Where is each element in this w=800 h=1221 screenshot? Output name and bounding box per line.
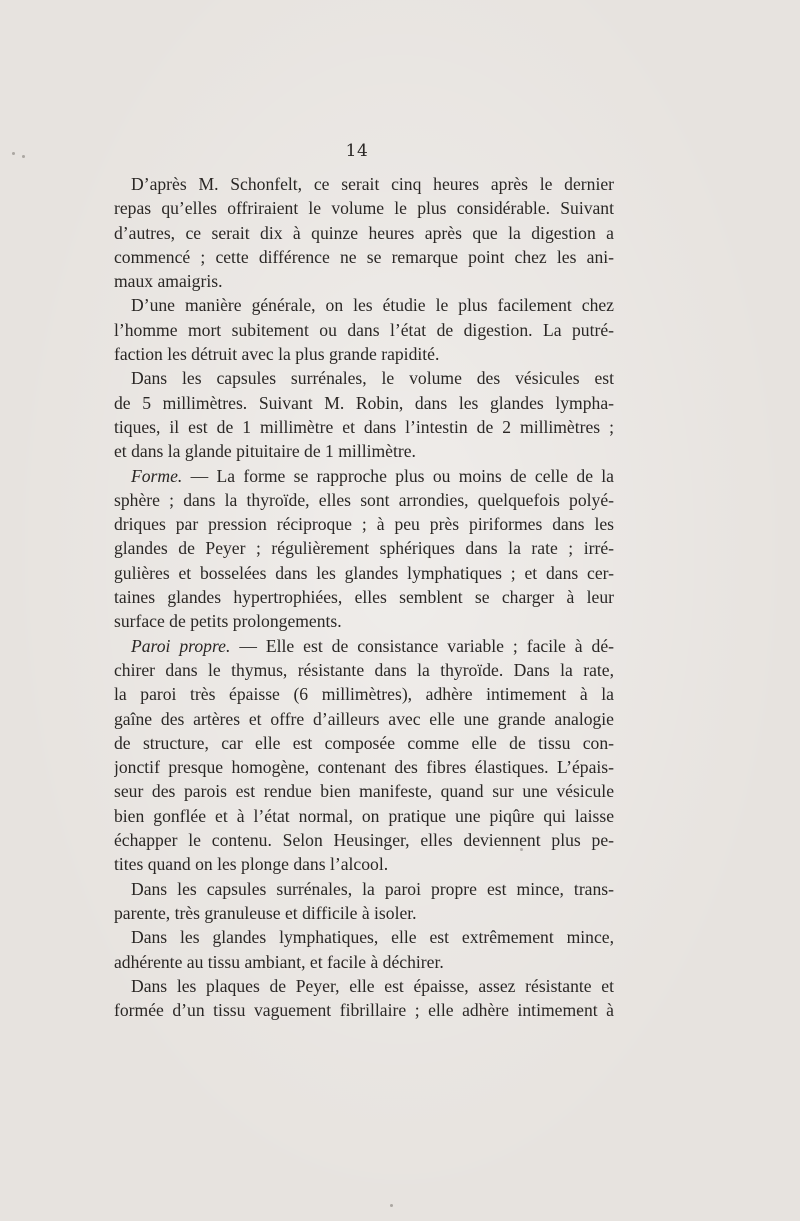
text-line: d’autres, ce serait dix à quinze heures après que la digestion a	[114, 222, 614, 243]
text-run: — La forme se rapproche plus ou moins de celle de la	[182, 465, 614, 486]
body-text	[114, 172, 614, 1022]
text-line: gulières et bosselées dans les glandes lymphatiques ; et dans cer-	[114, 562, 614, 583]
text-line: Dans les plaques de Peyer, elle est épaisse, assez résistante et	[131, 975, 614, 996]
paragraph-paroi-propre	[114, 634, 614, 877]
paper-speck	[390, 1204, 393, 1207]
page-number: 14	[345, 141, 369, 161]
paper-speck	[22, 155, 25, 158]
paragraph-6	[114, 877, 614, 926]
text-line: maux amaigris.	[114, 271, 223, 292]
text-line: Dans les glandes lymphatiques, elle est extrêmement mince,	[131, 927, 614, 948]
text-line: tites quand on les plonge dans l’alcool.	[114, 854, 389, 875]
text-line	[114, 634, 614, 658]
text-line: gaîne des artères et offre d’ailleurs avec elle une grande analogie	[114, 708, 614, 729]
paragraph-7	[114, 925, 614, 974]
text-line: de 5 millimètres. Suivant M. Robin, dans les glandes lympha-	[114, 392, 614, 413]
text-line: tiques, il est de 1 millimètre et dans l’intestin de 2 millimètres ;	[114, 416, 614, 437]
text-line	[114, 464, 614, 488]
text-line: adhérente au tissu ambiant, et facile à déchirer.	[114, 951, 444, 972]
text-line: faction les détruit avec la plus grande rapidité.	[114, 344, 440, 365]
text-line: surface de petits prolongements.	[114, 611, 342, 632]
text-line: la paroi très épaisse (6 millimètres), adhère intimement à la	[114, 684, 614, 705]
text-line: taines glandes hypertrophiées, elles semblent se charger à leur	[114, 587, 614, 608]
paragraph-2	[114, 293, 614, 366]
text-line: et dans la glande pituitaire de 1 millimètre.	[114, 441, 416, 462]
paragraph-forme	[114, 464, 614, 634]
paragraph-1	[114, 172, 614, 293]
text-line: parente, très granuleuse et difficile à isoler.	[114, 902, 417, 923]
paper-speck	[520, 848, 523, 851]
text-line: repas qu’elles offriraient le volume le plus considérable. Suivant	[114, 198, 614, 219]
section-heading-forme: Forme.	[131, 465, 183, 486]
paragraph-3	[114, 366, 614, 463]
text-line: sphère ; dans la thyroïde, elles sont arrondies, quelquefois polyé-	[114, 489, 614, 510]
paper-speck	[12, 152, 15, 155]
text-line: de structure, car elle est composée comme elle de tissu con-	[114, 732, 614, 753]
text-line: jonctif presque homogène, contenant des fibres élastiques. L’épais-	[114, 757, 614, 778]
text-line: D’après M. Schonfelt, ce serait cinq heures après le dernier	[131, 174, 614, 194]
text-run: — Elle est de consistance variable ; facile à dé-	[230, 635, 614, 656]
text-line: bien gonflée et à l’état normal, on pratique une piqûre qui laisse	[114, 805, 614, 826]
text-line: chirer dans le thymus, résistante dans la thyroïde. Dans la rate,	[114, 659, 614, 680]
text-line: échapper le contenu. Selon Heusinger, elles deviennent plus pe-	[114, 830, 614, 851]
text-line: driques par pression réciproque ; à peu près piriformes dans les	[114, 514, 614, 535]
text-line: glandes de Peyer ; régulièrement sphériques dans la rate ; irré-	[114, 538, 614, 559]
section-heading-paroi-propre: Paroi propre.	[131, 635, 231, 656]
paper-speck	[578, 1010, 581, 1013]
text-line: seur des parois est rendue bien manifeste, quand sur une vésicule	[114, 781, 614, 802]
text-line: commencé ; cette différence ne se remarque point chez les ani-	[114, 246, 614, 267]
text-line: Dans les capsules surrénales, le volume des vésicules est	[131, 368, 614, 389]
text-line: D’une manière générale, on les étudie le plus facilement chez	[131, 295, 614, 316]
paragraph-8	[114, 974, 614, 1023]
text-line: Dans les capsules surrénales, la paroi propre est mince, trans-	[131, 878, 614, 899]
text-line: l’homme mort subitement ou dans l’état de digestion. La putré-	[114, 319, 614, 340]
text-line: formée d’un tissu vaguement fibrillaire ; elle adhère intimement à	[114, 1000, 614, 1021]
